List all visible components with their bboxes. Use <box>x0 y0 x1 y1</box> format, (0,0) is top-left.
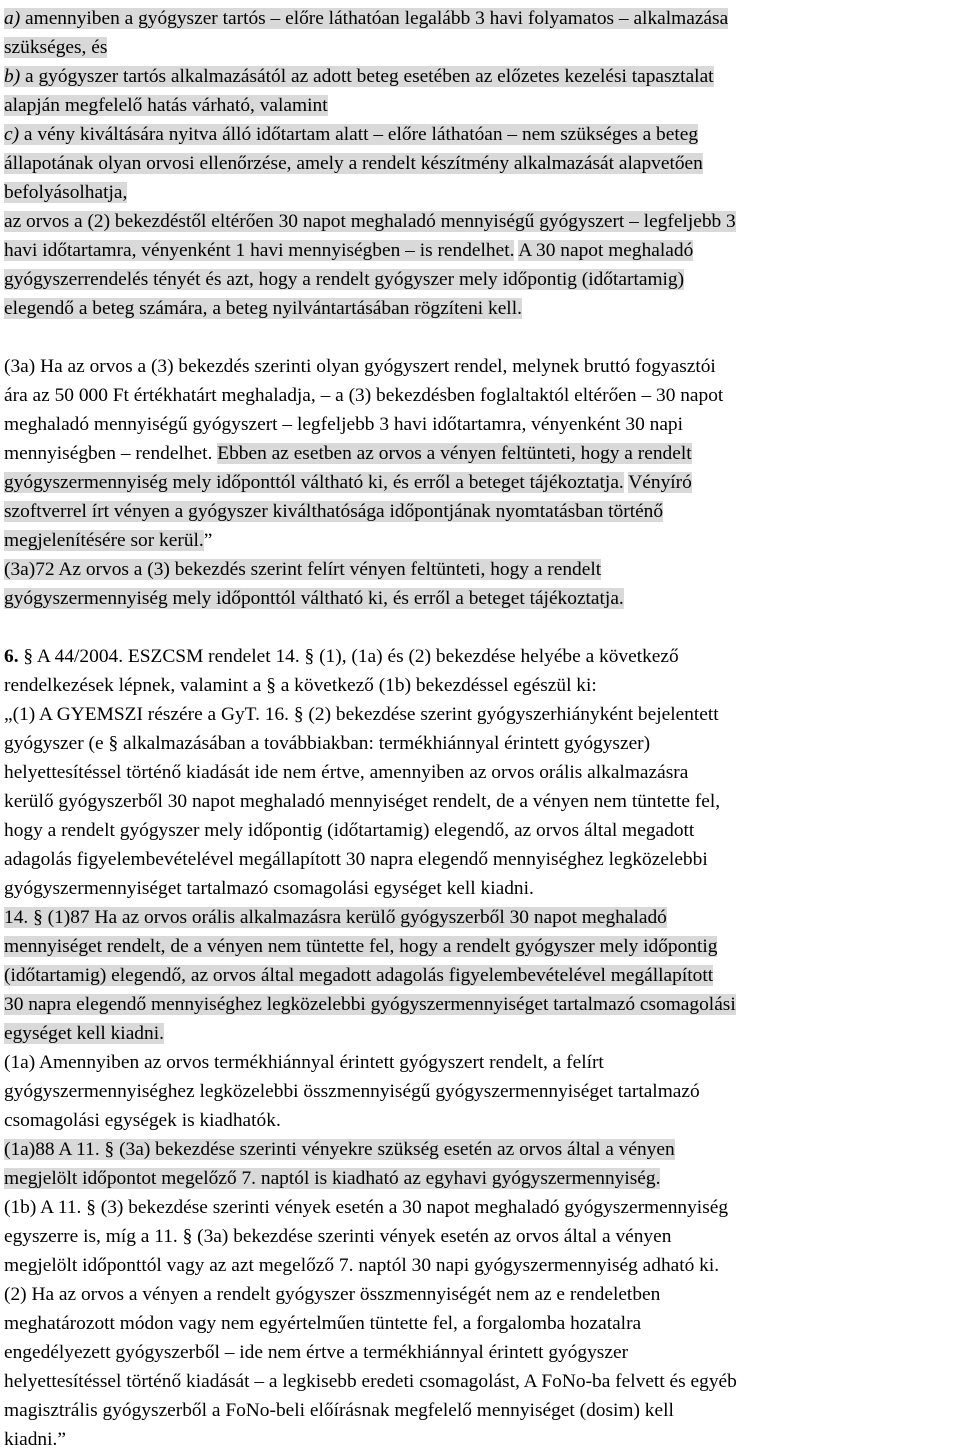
text-segment: kiadni.” <box>4 1429 66 1450</box>
text-segment: „(1) A GYEMSZI részére a GyT. 16. § (2) bekezdése szerint gyógyszerhiányként bejelentett <box>4 704 719 725</box>
text-segment: egyszerre is, míg a 11. § (3a) bekezdése szerinti vények esetén az orvos által a vényen <box>4 1226 672 1247</box>
text-line <box>4 874 960 903</box>
highlighted-text: a vény kiváltására nyitva álló időtartam alatt – előre láthatóan – nem szükséges a beteg <box>19 124 699 145</box>
text-line <box>4 265 960 294</box>
text-line <box>4 1222 960 1251</box>
highlighted-text: Ebben az esetben az orvos a vényen feltünteti, hogy a rendelt <box>217 443 692 464</box>
highlighted-text: havi időtartamra, vényenként 1 havi mennyiségben – is rendelhet. <box>4 240 515 261</box>
text-line <box>4 33 960 62</box>
highlighted-text: a) <box>4 8 21 29</box>
text-line <box>4 178 960 207</box>
text-segment: (1a) Amennyiben az orvos termékhiánnyal érintett gyógyszert rendelt, a felírt <box>4 1052 604 1073</box>
highlighted-text: szoftverrel írt vényen a gyógyszer kiválthatósága időpontjának nyomtatásban történő <box>4 501 664 522</box>
highlighted-text: A 30 napot meghaladó <box>518 240 694 261</box>
text-segment: meghaladó mennyiségű gyógyszert – legfeljebb 3 havi időtartamra, vényenként 30 napi <box>4 414 684 435</box>
text-segment: helyettesítéssel történő kiadását – a legkisebb eredeti csomagolást, A FoNo-ba felvett és egyéb <box>4 1371 737 1392</box>
text-line <box>4 845 960 874</box>
highlighted-text: Vényíró <box>628 472 692 493</box>
text-segment: gyógyszermennyiséghez legközelebbi összmennyiségű gyógyszermennyiséget tartalmazó <box>4 1081 700 1102</box>
text-line <box>4 207 960 236</box>
text-segment: csomagolási egységek is kiadhatók. <box>4 1110 281 1131</box>
text-segment: meghatározott módon vagy nem egyértelműen tüntette fel, a forgalomba hozatalra <box>4 1313 642 1334</box>
text-line <box>4 381 960 410</box>
text-line <box>4 903 960 932</box>
text-segment: megjelölt időponttól vagy az azt megelőző 7. naptól 30 napi gyógyszermennyiség adható ki. <box>4 1255 720 1276</box>
text-segment: mennyiségben – rendelhet. <box>4 443 213 464</box>
text-segment: (2) Ha az orvos a vényen a rendelt gyógyszer összmennyiségét nem az e rendeletben <box>4 1284 661 1305</box>
text-line <box>4 1135 960 1164</box>
text-line <box>4 526 960 555</box>
text-segment: ára az 50 000 Ft értékhatárt meghaladja, – a (3) bekezdésben foglaltaktól eltérően – 30 napot <box>4 385 724 406</box>
text-line <box>4 439 960 468</box>
text-segment: magisztrális gyógyszerből a FoNo-beli előírásnak megfelelő mennyiséget (dosim) kell <box>4 1400 674 1421</box>
text-line <box>4 1367 960 1396</box>
highlighted-text: befolyásolhatja, <box>4 182 128 203</box>
highlighted-text: (időtartamig) elegendő, az orvos által megadott adagolás figyelembevételével megállapított <box>4 965 714 986</box>
text-line <box>4 1164 960 1193</box>
text-line <box>4 352 960 381</box>
text-line <box>4 1425 960 1454</box>
highlighted-text: szükséges, és <box>4 37 108 58</box>
text-line <box>4 1077 960 1106</box>
highlighted-text: megjelenítésére sor kerül. <box>4 530 204 551</box>
highlighted-text: gyógyszermennyiség mely időponttól váltható ki, és erről a beteget tájékoztatja. <box>4 472 624 493</box>
highlighted-text: elegendő a beteg számára, a beteg nyilvántartásában rögzíteni kell. <box>4 298 522 319</box>
text-line <box>4 729 960 758</box>
text-line <box>4 236 960 265</box>
highlighted-text: c) <box>4 124 20 145</box>
text-line <box>4 787 960 816</box>
text-line <box>4 1251 960 1280</box>
text-line <box>4 700 960 729</box>
text-segment: gyógyszer (e § alkalmazásában a továbbiakban: termékhiánnyal érintett gyógyszer) <box>4 733 651 754</box>
text-line <box>4 149 960 178</box>
text-line <box>4 1048 960 1077</box>
text-segment: helyettesítéssel történő kiadását ide nem értve, amennyiben az orvos orális alkalmazásra <box>4 762 689 783</box>
paragraph-gap <box>4 323 960 352</box>
text-segment: ” <box>203 530 213 551</box>
text-line <box>4 642 960 671</box>
text-segment: gyógyszermennyiséget tartalmazó csomagolási egységet kell kiadni. <box>4 878 534 899</box>
highlighted-text: amennyiben a gyógyszer tartós – előre láthatóan legalább 3 havi folyamatos – alkalmazása <box>20 8 729 29</box>
highlighted-text: b) <box>4 66 21 87</box>
text-segment: (3a) Ha az orvos a (3) bekezdés szerinti olyan gyógyszert rendel, melynek bruttó fogyasztói <box>4 356 716 377</box>
text-segment: engedélyezett gyógyszerből – ide nem értve a termékhiánnyal érintett gyógyszer <box>4 1342 629 1363</box>
text-line <box>4 91 960 120</box>
text-line <box>4 555 960 584</box>
text-line <box>4 1106 960 1135</box>
text-line <box>4 62 960 91</box>
highlighted-text: gyógyszerrendelés tényét és azt, hogy a rendelt gyógyszer mely időpontig (időtartamig) <box>4 269 685 290</box>
text-segment: hogy a rendelt gyógyszer mely időpontig (időtartamig) elegendő, az orvos által megadott <box>4 820 695 841</box>
highlighted-text: (1a)88 A 11. § (3a) bekezdése szerinti vényekre szükség esetén az orvos által a vényen <box>4 1139 675 1160</box>
highlighted-text: alapján megfelelő hatás várható, valamint <box>4 95 328 116</box>
highlighted-text: gyógyszermennyiség mely időponttól váltható ki, és erről a beteget tájékoztatja. <box>4 588 624 609</box>
text-line <box>4 758 960 787</box>
text-segment: kerülő gyógyszerből 30 napot meghaladó mennyiséget rendelt, de a vényen nem tüntette fel, <box>4 791 721 812</box>
text-line <box>4 671 960 700</box>
text-line <box>4 4 960 33</box>
text-line <box>4 1019 960 1048</box>
highlighted-text: mennyiséget rendelt, de a vényen nem tüntette fel, hogy a rendelt gyógyszer mely időpontig <box>4 936 718 957</box>
text-line <box>4 584 960 613</box>
highlighted-text: egységet kell kiadni. <box>4 1023 164 1044</box>
text-line <box>4 468 960 497</box>
text-line <box>4 1338 960 1367</box>
paragraph-gap <box>4 613 960 642</box>
text-line <box>4 1309 960 1338</box>
highlighted-text: az orvos a (2) bekezdéstől eltérően 30 napot meghaladó mennyiségű gyógyszert – legfeljebb 3 <box>4 211 736 232</box>
text-line <box>4 990 960 1019</box>
text-line <box>4 961 960 990</box>
text-segment: adagolás figyelembevételével megállapított 30 napra elegendő mennyiséghez legközelebbi <box>4 849 708 870</box>
text-segment: (1b) A 11. § (3) bekezdése szerinti vények esetén a 30 napot meghaladó gyógyszermennyiség <box>4 1197 729 1218</box>
text-segment: 6. <box>4 646 19 667</box>
highlighted-text: megjelölt időpontot megelőző 7. naptól is kiadható az egyhavi gyógyszermennyiség. <box>4 1168 661 1189</box>
text-line <box>4 410 960 439</box>
text-line <box>4 294 960 323</box>
text-line <box>4 816 960 845</box>
text-line <box>4 1193 960 1222</box>
highlighted-text: 14. § (1)87 Ha az orvos orális alkalmazásra kerülő gyógyszerből 30 napot meghaladó <box>4 907 667 928</box>
text-line <box>4 932 960 961</box>
text-segment: rendelkezések lépnek, valamint a § a következő (1b) bekezdéssel egészül ki: <box>4 675 597 696</box>
text-line <box>4 1396 960 1425</box>
highlighted-text: állapotának olyan orvosi ellenőrzése, amely a rendelt készítmény alkalmazását alapvetően <box>4 153 703 174</box>
text-segment: § A 44/2004. ESZCSM rendelet 14. § (1), (1a) és (2) bekezdése helyébe a következő <box>18 646 679 667</box>
highlighted-text: (3a)72 Az orvos a (3) bekezdés szerint felírt vényen feltünteti, hogy a rendelt <box>4 559 602 580</box>
text-line <box>4 497 960 526</box>
highlighted-text: a gyógyszer tartós alkalmazásától az adott beteg esetében az előzetes kezelési tapasztalat <box>20 66 714 87</box>
text-line <box>4 120 960 149</box>
text-line <box>4 1280 960 1309</box>
highlighted-text: 30 napra elegendő mennyiséghez legközelebbi gyógyszermennyiséget tartalmazó csomagolási <box>4 994 736 1015</box>
